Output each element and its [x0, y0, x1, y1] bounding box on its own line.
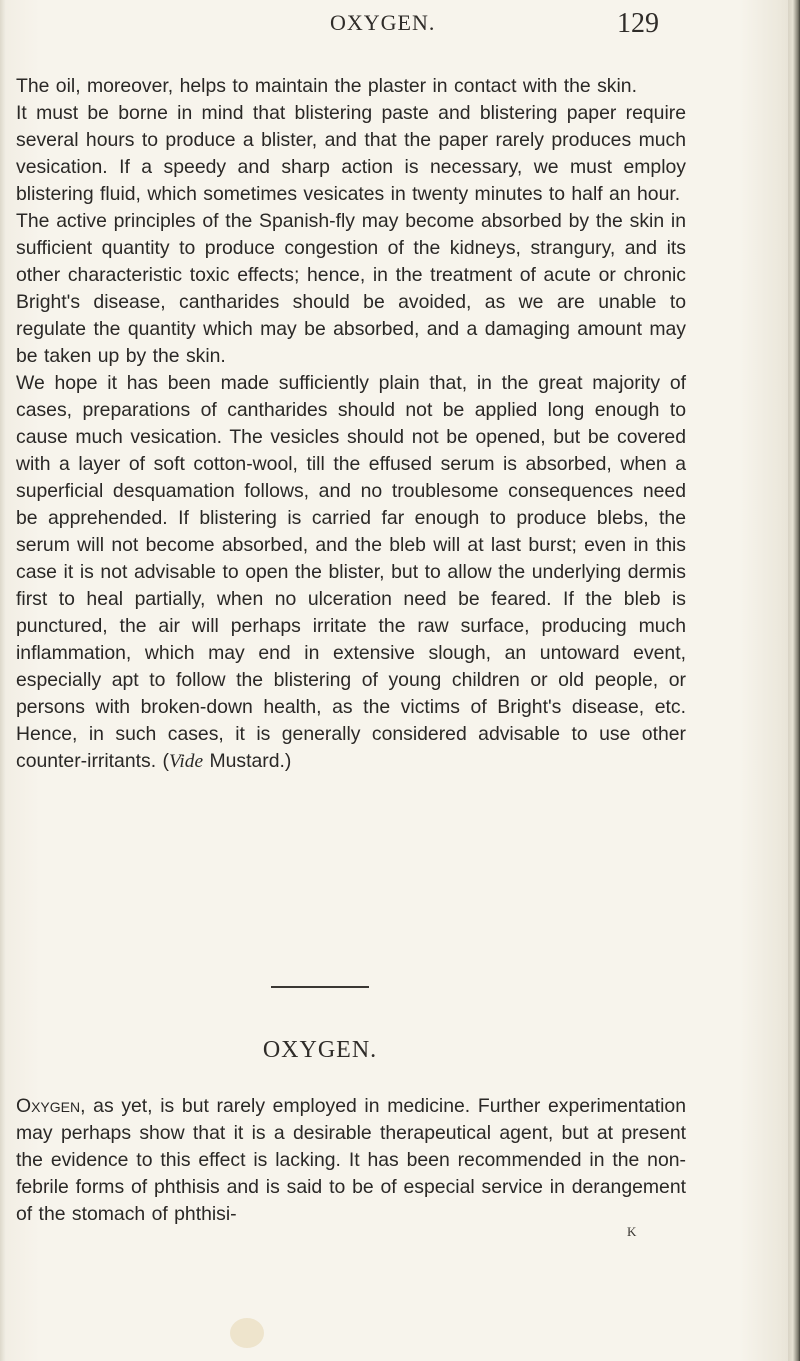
paragraph-oil: The oil, moreover, helps to maintain the plaster in contact with the skin. [16, 75, 637, 97]
vide-target: Mustard.) [203, 750, 292, 772]
vide-open: ( [156, 750, 169, 772]
paragraph-cantharides-text: We hope it has been made sufficiently plain that, in the great majority of cases, preparations of cantharides should not be applied long enough to cause much vesication. The vesicles should not be opened, but be covered with a layer of soft cotton-wool, till the effused serum is absorbed, when a superficial desquamation follows, and no troublesome consequences need be apprehended. If blistering is carried far enough to produce blebs, the serum will not become absorbed, and the bleb will at last burst; even in this case it is not advisable to open the blister, but to allow the underlying dermis first to heal partially, when no ulceration need be feared. If the bleb is punctured, the air will perhaps irritate the raw surface, producing much inflammation, which may end in extensive slough, an untoward event, especially apt to follow the blistering of young children or old people, or persons with broken-down health, as the victims of Bright's disease, etc. Hence, in such cases, it is generally considered advisable to use other counter-irritants. [16, 372, 686, 772]
paper-stain [230, 1318, 264, 1348]
binding-shadow [0, 0, 6, 1361]
body-text [16, 73, 686, 775]
paragraph-cantharides [16, 370, 686, 775]
section-divider [271, 986, 369, 988]
vide-word: Vide [168, 751, 204, 772]
page-edge-shadow [788, 0, 800, 1361]
running-title: OXYGEN. [330, 10, 436, 35]
lead-word: Oxygen [16, 1095, 81, 1117]
running-head [0, 8, 700, 48]
section-title: OXYGEN. [262, 1037, 378, 1063]
page-number: 129 [617, 8, 659, 39]
paragraph-oxygen [16, 1093, 686, 1228]
section-text [16, 1093, 686, 1228]
paragraph-blistering-paste: It must be borne in mind that blistering paste and blistering paper require several hours to produce a blister, and that the paper rarely produces much vesication. If a speedy and sharp action is necessary, we must employ blistering fluid, which sometimes vesicates in twenty minutes to half an hour. [16, 102, 686, 205]
signature-mark: K [627, 1224, 637, 1239]
paragraph-spanish-fly: The active principles of the Spanish-fly may become absorbed by the skin in sufficient quantity to produce congestion of the kidneys, strangury, and its other characteristic toxic effects; hence, in the treatment of acute or chronic Bright's disease, cantharides should be avoided, as we are unable to regulate the quantity which may be absorbed, and a damaging amount may be taken up by the skin. [16, 210, 686, 367]
paragraph-oxygen-text: , as yet, is but rarely employed in medicine. Further experimentation may perhaps show that it is a desirable therapeutical agent, but at present the evidence to this effect is lacking. It has been recommended in the non-febrile forms of phthisis and is said to be of especial service in derangement of the stomach of phthisi- [16, 1095, 686, 1225]
